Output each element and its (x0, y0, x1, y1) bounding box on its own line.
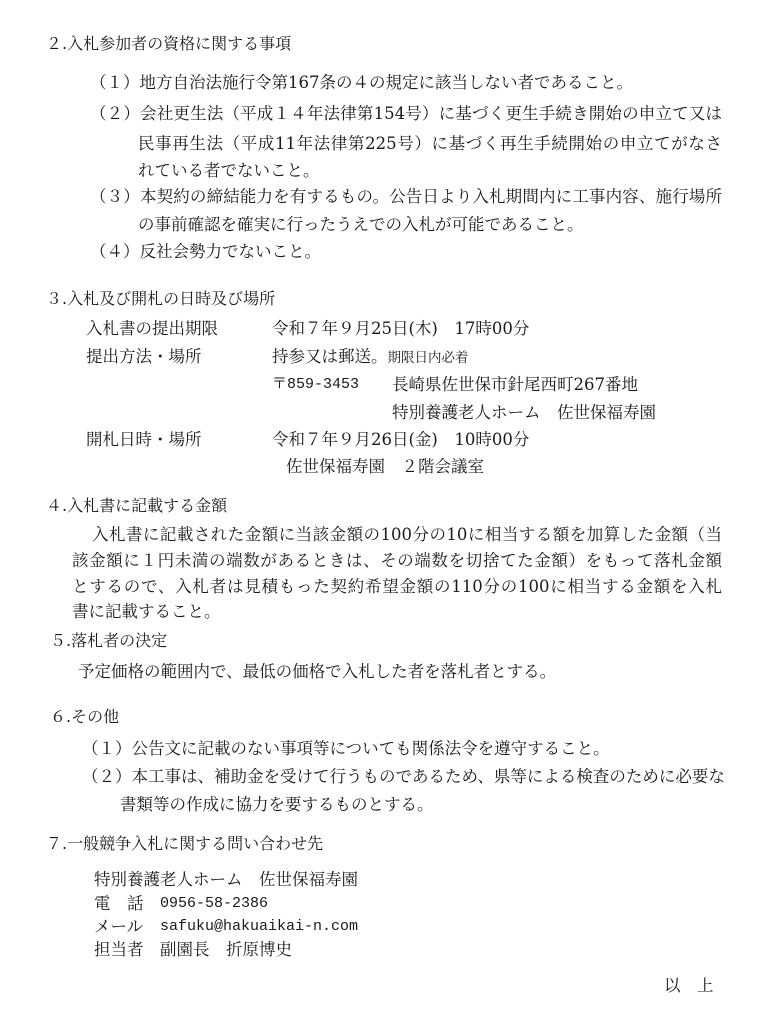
s5-paragraph: 予定価格の範囲内で、最低の価格で入札した者を落札者とする。 (78, 662, 557, 681)
postal-code: 〒859-3453 (272, 376, 360, 393)
contact-person: 副園長 折原博史 (160, 940, 292, 959)
opening-place: 佐世保福寿園 ２階会議室 (286, 457, 484, 476)
s2-item-1: （１）地方自治法施行令第167条の４の規定に該当しない者であること。 (90, 73, 633, 92)
contact-person-label: 担当者 (94, 940, 144, 959)
s6-item-2-line-1: （２）本工事は、補助金を受けて行うものであるため、県等による検査のために必要な (82, 767, 725, 786)
facility-name: 特別養護老人ホーム 佐世保福寿園 (392, 403, 656, 422)
method-value (272, 346, 469, 369)
section-7-heading: ７.一般競争入札に関する問い合わせ先 (46, 834, 324, 853)
s2-item-2-line-2: 民事再生法（平成11年法律第225号）に基づく再生手続開始の申立てがなさ (138, 134, 722, 153)
section-6-heading: ６.その他 (50, 707, 120, 726)
method-note: 期限日内必着 (387, 350, 469, 366)
s4-paragraph-line-2: 該金額に１円未満の端数があるときは、その端数を切捨てた金額）をもって落札金額 (72, 551, 722, 570)
closing-mark: 以 上 (664, 976, 714, 995)
s4-paragraph-line-1: 入札書に記載された金額に当該金額の100分の10に相当する額を加算した金額（当 (92, 525, 722, 544)
email-label: メール (94, 917, 144, 936)
opening-label: 開札日時・場所 (86, 430, 202, 449)
email-address: safuku@hakuaikai-n.com (160, 918, 359, 935)
section-5-heading: ５.落札者の決定 (50, 631, 168, 650)
s2-item-2-line-1: （２）会社更生法（平成１４年法律第154号）に基づく更生手続き開始の申立て又は (90, 104, 722, 123)
method-label: 提出方法・場所 (86, 347, 202, 366)
s2-item-3-line-1: （３）本契約の締結能力を有するもの。公告日より入札期間内に工事内容、施行場所 (90, 187, 722, 206)
section-2-heading: ２.入札参加者の資格に関する事項 (46, 34, 292, 53)
deadline-value: 令和７年９月25日(木) 17時00分 (272, 319, 530, 338)
section-4-heading: ４.入札書に記載する金額 (46, 496, 228, 515)
phone-label: 電 話 (94, 894, 144, 913)
s2-item-2-line-3: れている者でないこと。 (138, 161, 320, 180)
method-text: 持参又は郵送。 (272, 347, 388, 366)
s4-paragraph-line-4: 書に記載すること。 (72, 602, 221, 621)
deadline-label: 入札書の提出期限 (86, 319, 218, 338)
opening-value: 令和７年９月26日(金) 10時00分 (272, 430, 530, 449)
s6-item-1: （１）公告文に記載のない事項等についても関係法令を遵守すること。 (82, 739, 610, 758)
address: 長崎県佐世保市針尾西町267番地 (392, 375, 638, 394)
s2-item-4: （４）反社会勢力でないこと。 (90, 242, 321, 261)
s6-item-2-line-2: 書類等の作成に協力を要するものとする。 (120, 795, 434, 814)
phone-number: 0956-58-2386 (160, 895, 269, 912)
contact-facility: 特別養護老人ホーム 佐世保福寿園 (94, 870, 358, 889)
s2-item-3-line-2: の事前確認を確実に行ったうえでの入札が可能であること。 (138, 215, 584, 234)
section-3-heading: ３.入札及び開札の日時及び場所 (46, 289, 276, 308)
s4-paragraph-line-3: とするので、入札者は見積もった契約希望金額の110分の100に相当する金額を入札 (72, 577, 722, 596)
